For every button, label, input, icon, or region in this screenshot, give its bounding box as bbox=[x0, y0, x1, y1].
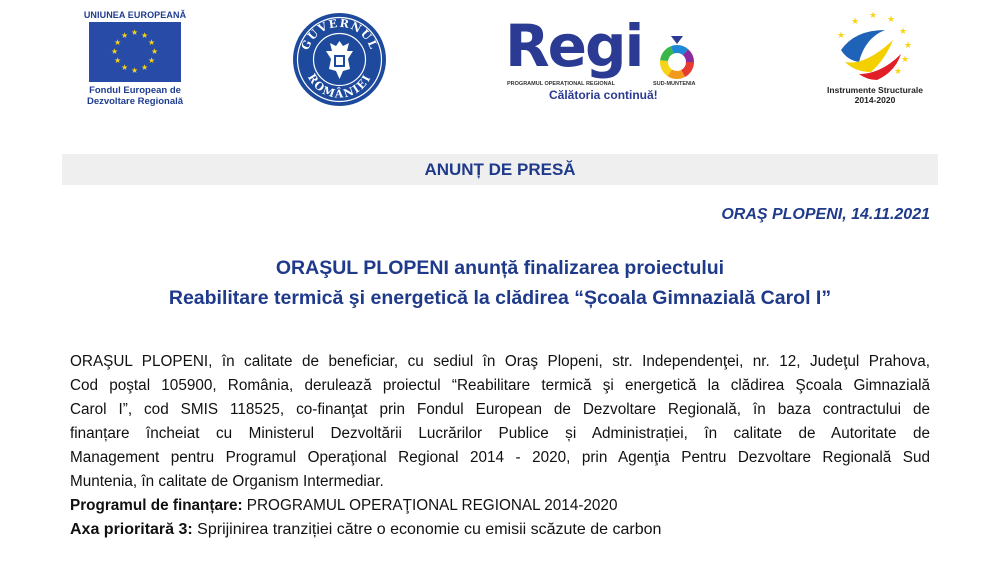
body-line: finanțare încheiat cu Ministerul Dezvoltării Lucrărilor Publice și Administrației, în calitate de Autoritate de bbox=[70, 425, 930, 442]
svg-text:★: ★ bbox=[869, 10, 878, 20]
regio-slogan: Călătoria continuă! bbox=[549, 88, 658, 102]
headline-line-1: ORAŞUL PLOPENI anunță finalizarea proiectului bbox=[275, 257, 725, 279]
government-seal-logo bbox=[293, 13, 386, 106]
body-line: Cod poştal 105900, România, derulează proiectul “Reabilitare termică şi energetică la clădirea Şcoala Gimnazială bbox=[70, 377, 930, 394]
dateline: ORAŞ PLOPENI, 14.11.2021 bbox=[721, 206, 930, 223]
svg-text:★: ★ bbox=[901, 54, 910, 64]
svg-text:★: ★ bbox=[837, 30, 846, 40]
regio-color-ring-icon bbox=[657, 36, 697, 80]
svg-text:★: ★ bbox=[887, 14, 896, 24]
structural-instruments-emblem-icon bbox=[815, 10, 935, 85]
svg-text:★: ★ bbox=[904, 40, 913, 50]
press-release-band bbox=[62, 154, 938, 185]
svg-text:★: ★ bbox=[894, 66, 903, 76]
eu-top-label: UNIUNEA EUROPEANĂ bbox=[83, 10, 187, 20]
svg-text:ROMÂNIEI: ROMÂNIEI bbox=[304, 71, 374, 101]
svg-text:GUVERNUL: GUVERNUL bbox=[298, 16, 381, 52]
svg-text:★: ★ bbox=[851, 16, 860, 26]
funding-program-field bbox=[70, 497, 617, 515]
structural-instruments-period: 2014-2020 bbox=[854, 95, 896, 105]
headline-line-2: Reabilitare termică şi energetică la clădirea “Școala Gimnazială Carol I” bbox=[168, 287, 832, 309]
body-paragraph bbox=[70, 350, 930, 494]
priority-axis-label: Axa prioritară 3: bbox=[70, 521, 193, 538]
structural-instruments-logo bbox=[815, 10, 935, 110]
funding-program-label: Programul de finanțare: bbox=[70, 497, 243, 514]
eu-fund-line1: Fondul European de bbox=[89, 85, 181, 96]
coat-of-arms-icon bbox=[293, 13, 386, 106]
regio-subtitle-left: PROGRAMUL OPERAȚIONAL REGIONAL bbox=[507, 81, 615, 87]
regio-subtitle-right: SUD-MUNTENIA bbox=[653, 81, 696, 87]
eu-logo bbox=[80, 10, 190, 107]
eu-fund-line2: Dezvoltare Regională bbox=[86, 96, 184, 107]
body-line: Carol I”, cod SMIS 118525, co-finanţat prin Fondul European de Dezvoltare Regională, în baza contractului de bbox=[70, 401, 930, 418]
body-line: Muntenia, în calitate de Organism Intermediar. bbox=[70, 473, 384, 490]
body-line: ORAŞUL PLOPENI, în calitate de beneficiar, cu sediul în Oraş Plopeni, str. Independenţei, nr. 12, Judeţul Prahova, bbox=[70, 353, 930, 370]
regio-wordmark: Regi bbox=[505, 12, 643, 80]
headline bbox=[62, 253, 938, 313]
funding-program-value: PROGRAMUL OPERAŢIONAL REGIONAL 2014-2020 bbox=[242, 497, 618, 514]
priority-axis-field bbox=[70, 521, 661, 539]
section-title: ANUNȚ DE PRESĂ bbox=[424, 160, 576, 179]
regio-logo bbox=[505, 12, 705, 108]
body-line: Management pentru Programul Operaţional Regional 2014 - 2020, prin Agenţia Pentru Dezvoltare Regională Sud bbox=[70, 449, 930, 466]
logo-bar bbox=[0, 0, 1000, 125]
priority-axis-value: Sprijinirea tranziției către o economie cu emisii scăzute de carbon bbox=[192, 521, 662, 538]
structural-instruments-label: Instrumente Structurale bbox=[827, 85, 923, 95]
eu-flag-icon: ★ ★ ★ ★ ★ ★ ★ ★ ★ ★ ★ ★ bbox=[89, 22, 181, 82]
svg-text:★: ★ bbox=[899, 26, 908, 36]
